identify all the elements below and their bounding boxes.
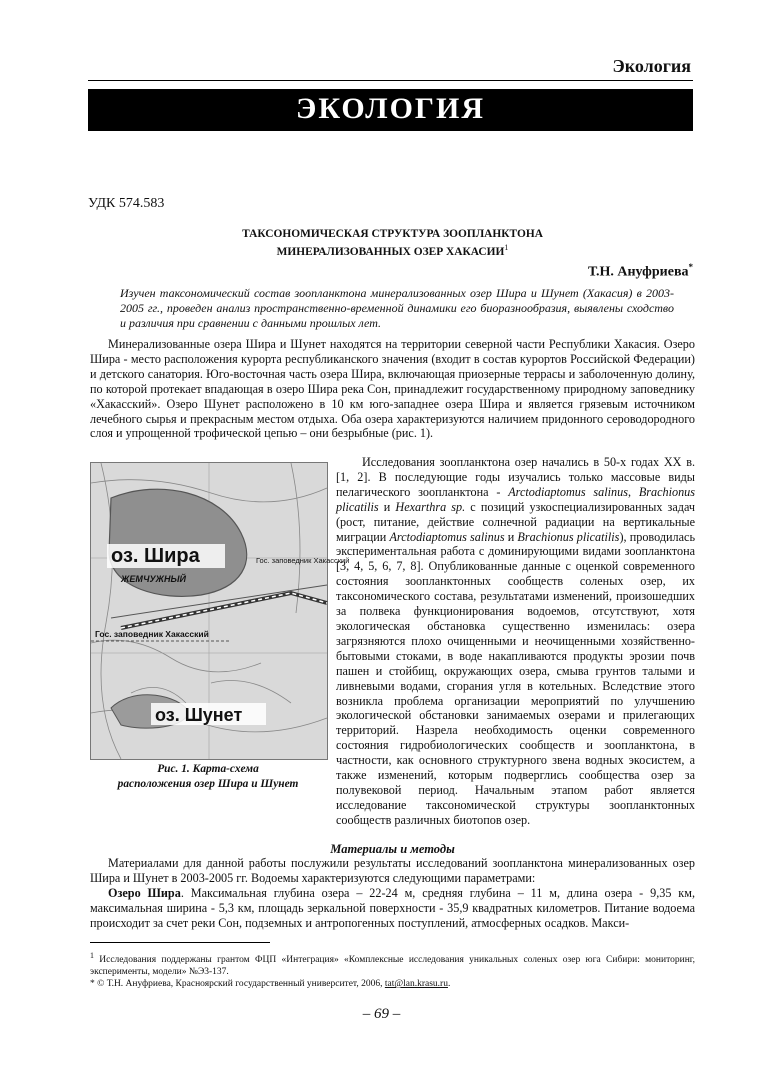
footnote-1-mark: 1 xyxy=(90,951,94,960)
species-4: Arctodiaptomus salinus xyxy=(389,529,505,544)
header-rule xyxy=(88,80,693,81)
map-figure xyxy=(90,462,350,760)
reserve-label-top: Гос. заповедник Хакасский xyxy=(256,556,350,565)
footnote-rule xyxy=(90,942,270,943)
species-3: Hexarthra sp. xyxy=(395,499,466,514)
map-illustration xyxy=(91,463,350,759)
species-5: Brachionus plicatilis xyxy=(517,529,620,544)
author-name: Т.Н. Ануфриева xyxy=(588,264,689,280)
footnote-1 xyxy=(90,950,695,978)
research-paragraph: Исследования зоопланктона озер начались в 50-х годах XX в. [1, 2]. В последующие годы изучались только массовые виды пелагического зоопланктона - Arctodiaptomus salinus, Brachionus plicatilis и Hexarthra sp. с позиций узкоспециализированных задач (рост, питание, действие солнечной радиации на вертикальные миграции Arctodiaptomus salinus и Brachionus plicatilis), проводилась экспериментальная работа с доминирующими видами зоопланктона [3, 4, 5, 6, 7, 8]. Опубликованные данные с оценкой современного состояния зоопланктонных сообществ соленых озер, их таксономического состава, результатами изменений, произошедших за полвека функционирования водоемов, отсутствуют, хотя экологическая обстановка существенно изменилась: озера загрязняются плохо очищенными и неочищенными хозяйственно-бытовыми стоками, в воде накапливаются продукты эрозии почв пашен и стойбищ, окружающих озера, смыва грунтов талыми и ливневыми водами, сгорания угля в котельных. Вследствие этого возникла проблема организации мероприятий по улучшению экологической обстановки занимаемых озерами и прилегающих территорий. Назрела необходимость оценки современного состояния гидробиологических сообществ и зоопланктона, в частности, как основного структурного звена водных экосистем, а также изменений, которым подверглись сообщества озер за полувековой период. Начальным этапом работ является исследование таксономической структуры зоопланктонных сообществ различных биотопов озер. xyxy=(336,455,696,827)
title-line-1: ТАКСОНОМИЧЕСКАЯ СТРУКТУРА ЗООПЛАНКТОНА xyxy=(242,228,543,240)
caption-line-2: расположения озер Шира и Шунет xyxy=(117,778,299,790)
footnotes xyxy=(90,950,695,990)
para-text-1: Исследования зоопланктона озер начались в 50-х годах XX в. [1, 2]. В последующие годы изучались только массовые виды пелагического зоопланктона - xyxy=(336,455,695,499)
udk-code: УДК 574.583 xyxy=(88,196,165,211)
para-text-3: ), проводилась экспериментальная работа с доминирующими видами зоопланктона [3, 4, 5, 6, 7, 8]. Опубликованные данные с оценкой современного состояния зоопланктонных сообществ соленых озер, их таксономического состава, результатами изменений, произошедших за полвека функционирования водоемов, отсутствуют, хотя экологическая обстановка существенно изменилась: озера загрязняются плохо очищенными и неочищенными хозяйственно-бытовыми стоками, в воде накапливаются продукты эрозии почв пашен и стойбищ, окружающих озера, смыва грунтов талыми и ливневыми водами, сгорания угля в котельных. Вследствие этого возникла проблема организации мероприятий по улучшению экологической обстановки занимаемых озерами и прилегающих территорий. Назрела необходимость оценки современного состояния гидробиологических сообществ и зоопланктона, в частности, как основного структурного звена водных экосистем, а также изменений, которым подверглись сообщества озер за полувековой период. Начальным этапом работ является исследование таксономической структуры зоопланктонных сообществ различных биотопов озер. xyxy=(336,529,696,827)
para-text-2: с позиций узкоспециализированных задач (рост, питание, действие солнечной радиации на вертикальные миграции xyxy=(336,499,695,544)
article-title xyxy=(90,227,695,259)
title-line-2: МИНЕРАЛИЗОВАННЫХ ОЗЕР ХАКАСИИ xyxy=(276,245,505,258)
intro-paragraph: Минерализованные озера Шира и Шунет находятся на территории северной части Республики Хакасия. Озеро Шира - место расположения курорта республиканского значения (входит в состав курортов Российской Федерации) и детского санатория. Юго-восточная часть озера Шира, включающая приозерные террасы и заболоченную долину, по которой протекает впадающая в озеро Шира река Сон, принадлежит государственному природному заповеднику «Хакасский». Озеро Шунет расположено в 10 км юго-западнее озера Шира и является грязевым источником лечебного сырья и прекрасным местом отдыха. Оба озера характеризуются наличием придонного сероводородного слоя и упрощенной трофической цепью – они безрыбные (рис. 1). xyxy=(90,337,695,441)
species-2: Brachionus plicatilis xyxy=(336,484,696,514)
reserve-label-bottom: Гос. заповедник Хакасский xyxy=(95,629,209,639)
methods-heading: Материалы и методы xyxy=(330,842,455,856)
methods-paragraph: Материалами для данной работы послужили результаты исследований зоопланктона минерализованных озер Шира и Шунет в 2003-2005 гг. Водоемы характеризуются следующими параметрами: xyxy=(90,856,695,885)
lake-shira-paragraph xyxy=(90,886,695,931)
figure-caption xyxy=(95,762,321,792)
section-banner: ЭКОЛОГИЯ xyxy=(88,89,693,131)
running-header: Экология xyxy=(612,56,691,76)
footnote-1-text: Исследования поддержаны грантом ФЦП «Интеграция» «Комплексные исследования уникальных соленых озер юга Сибири: мониторинг, эксперименты, модели» №Э3-137. xyxy=(90,955,695,978)
email-link[interactable]: tat@lan.krasu.ru xyxy=(384,979,448,990)
lake-shira-label: оз. Шира xyxy=(111,545,200,567)
lake-shunet-label: оз. Шунет xyxy=(155,705,243,725)
methods-section xyxy=(90,856,695,931)
title-footnote-mark: 1 xyxy=(504,243,509,252)
footnote-2-end: . xyxy=(447,979,451,990)
lake-shira-heading: Озеро Шира xyxy=(108,885,181,900)
page-number: – 69 – xyxy=(362,1006,401,1022)
caption-line-1: Рис. 1. Карта-схема xyxy=(157,763,259,775)
abstract: Изучен таксономический состав зоопланктона минерализованных озер Шира и Шунет (Хакасия) в 2003-2005 гг., проведен анализ пространственно-временной динамики его биоразнообразия, выявлены сходство и различия при сравнении с данными прошлых лет. xyxy=(120,286,674,330)
footnote-2-text: © Т.Н. Ануфриева, Красноярский государственный университет, 2006, xyxy=(94,979,385,990)
and-word: и xyxy=(378,499,396,514)
footnote-2 xyxy=(90,978,695,990)
village-label: ЖЕМЧУЖНЫЙ xyxy=(121,574,186,584)
footnote-2-mark: * xyxy=(90,979,95,990)
author xyxy=(588,262,693,281)
author-mark: * xyxy=(688,262,693,272)
species-1: Arctodiaptomus salinus xyxy=(508,484,628,499)
lake-shira-text: . Максимальная глубина озера – 22-24 м, средняя глубина – 11 м, длина озера - 9,35 км, максимальная ширина - 5,3 км, площадь зеркальной поверхности - 35,9 квадратных километров. Питание водоема происходит за счет реки Сон, подземных и антропогенных поступлений, атмосферных осадков. Макси- xyxy=(90,885,695,930)
